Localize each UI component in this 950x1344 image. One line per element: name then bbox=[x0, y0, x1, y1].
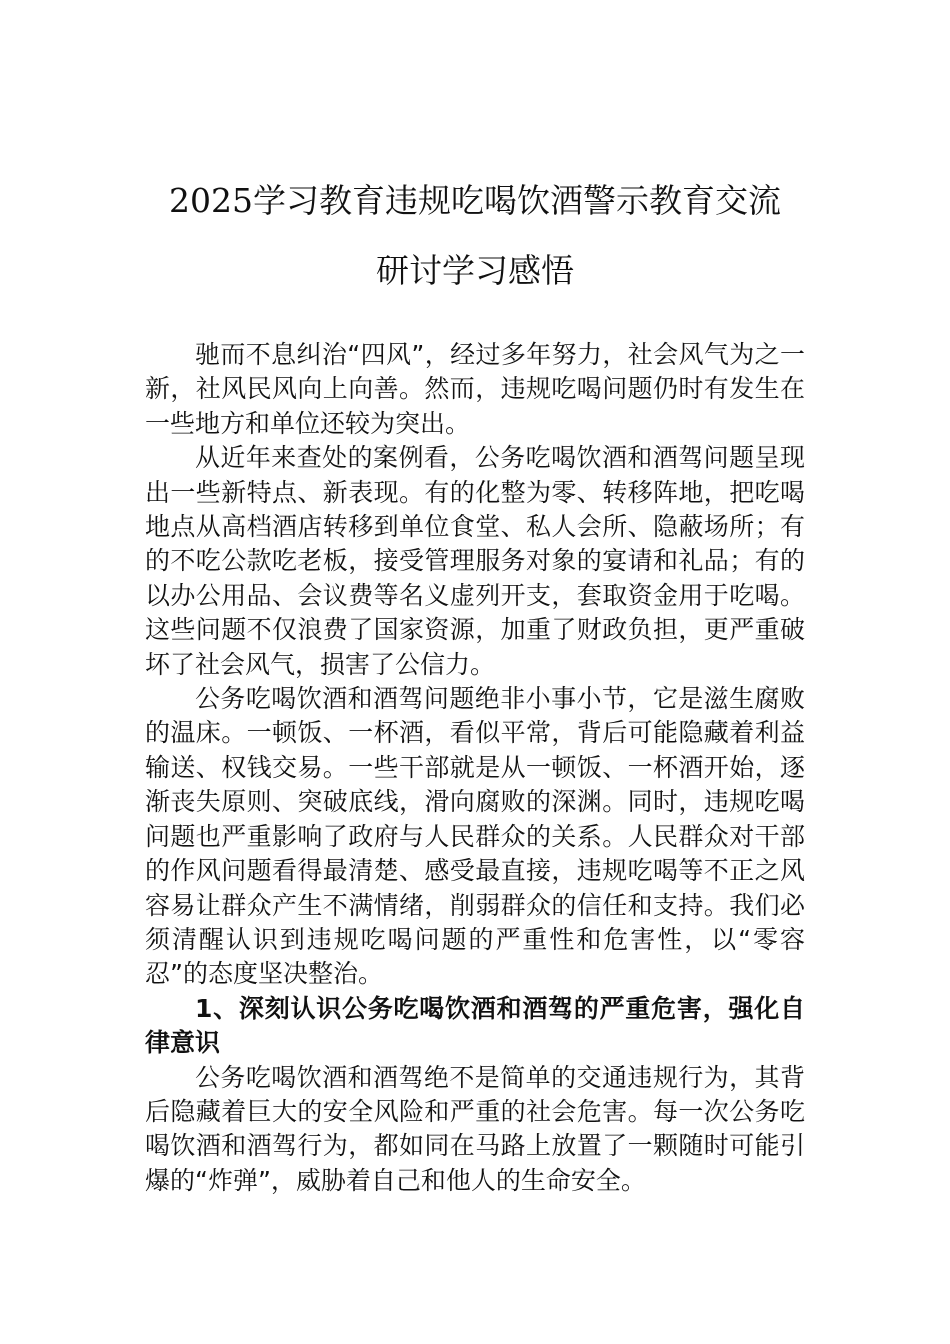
document-title-line-1: 2025学习教育违规吃喝饮酒警示教育交流 bbox=[169, 181, 781, 220]
document-title-line-2: 研讨学习感悟 bbox=[376, 251, 574, 290]
body-paragraph-3: 公务吃喝饮酒和酒驾问题绝非小事小节，它是滋生腐败的温床。一顿饭、一杯酒，看似平常，背后可能隐藏着利益输送、权钱交易。一些干部就是从一顿饭、一杯酒开始，逐渐丧失原则、突破底线，滑向腐败的深渊。同时，违规吃喝问题也严重影响了政府与人民群众的关系。人民群众对干部的作风问题看得最清楚、感受最直接，违规吃喝等不正之风容易让群众产生不满情绪，削弱群众的信任和支持。我们必须清醒认识到违规吃喝问题的严重性和危害性，以“零容忍”的态度坚决整治。 bbox=[145, 684, 805, 989]
body-paragraph-2: 从近年来查处的案例看，公务吃喝饮酒和酒驾问题呈现出一些新特点、新表现。有的化整为零、转移阵地，把吃喝地点从高档酒店转移到单位食堂、私人会所、隐蔽场所；有的不吃公款吃老板，接受管理服务对象的宴请和礼品；有的以办公用品、会议费等名义虚列开支，套取资金用于吃喝。这些问题不仅浪费了国家资源，加重了财政负担，更严重破坏了社会风气，损害了公信力。 bbox=[145, 443, 805, 679]
document-body bbox=[145, 338, 805, 1198]
body-paragraph-1: 驰而不息纠治“四风”，经过多年努力，社会风气为之一新，社风民风向上向善。然而，违规吃喝问题仍时有发生在一些地方和单位还较为突出。 bbox=[145, 340, 805, 438]
body-paragraph-4: 公务吃喝饮酒和酒驾绝不是简单的交通违规行为，其背后隐藏着巨大的安全风险和严重的社会危害。每一次公务吃喝饮酒和酒驾行为，都如同在马路上放置了一颗随时可能引爆的“炸弹”，威胁着自己和他人的生命安全。 bbox=[145, 1062, 805, 1195]
section-heading-1: 1、深刻认识公务吃喝饮酒和酒驾的严重危害，强化自律意识 bbox=[145, 993, 805, 1058]
